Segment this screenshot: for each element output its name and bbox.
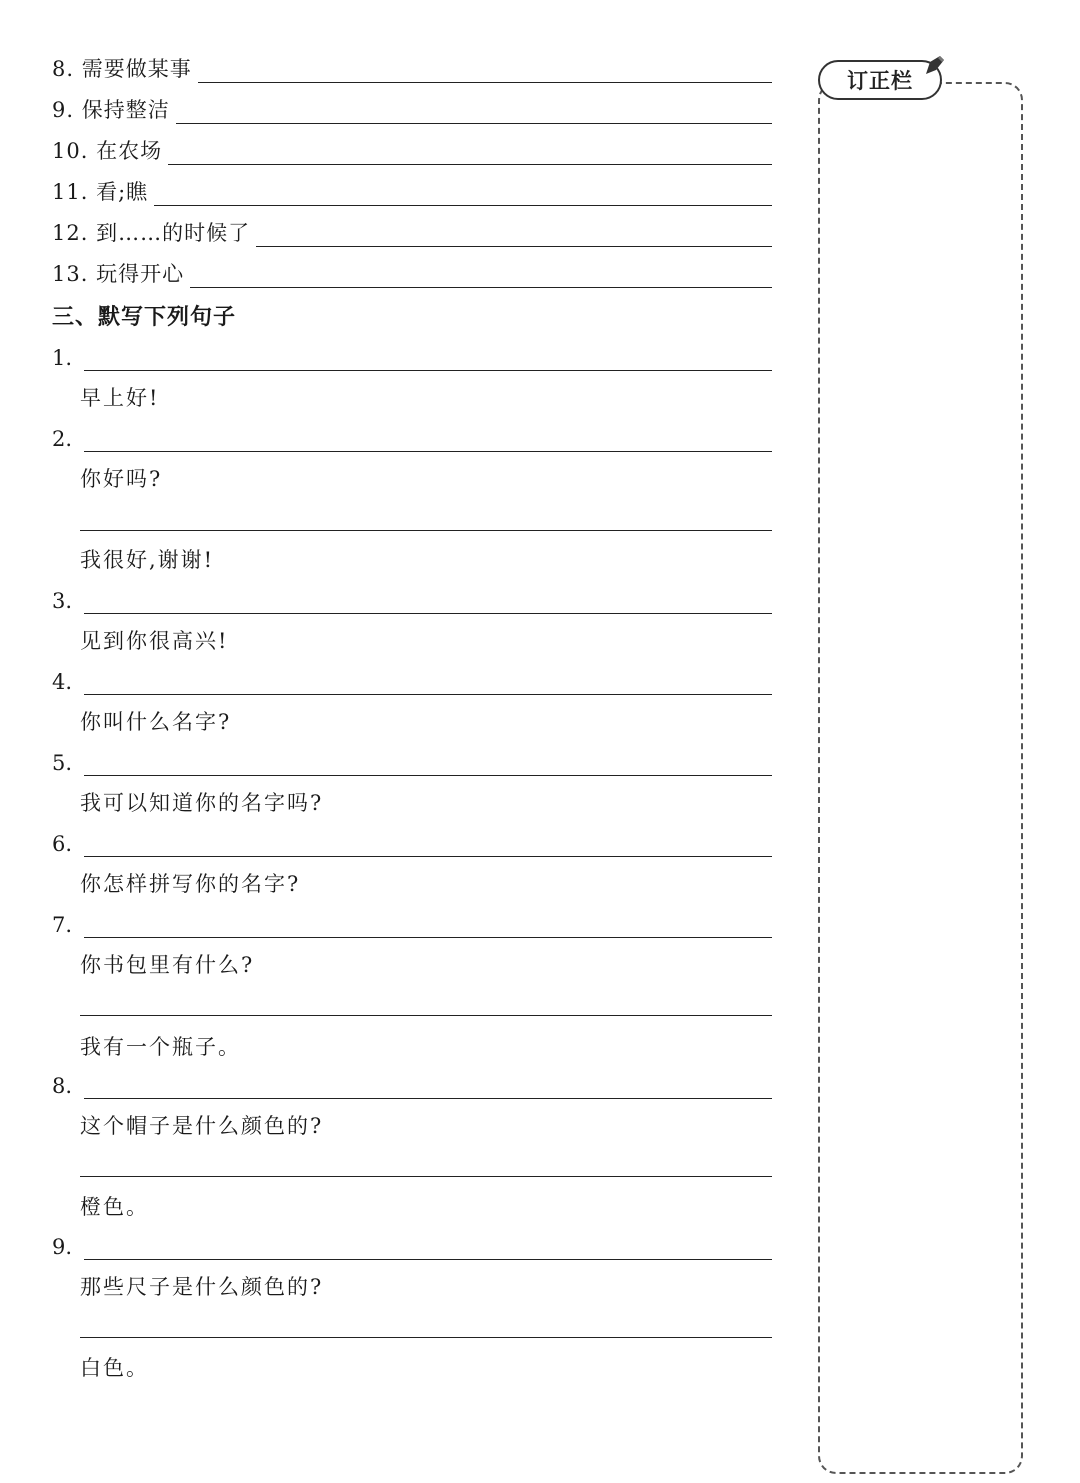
sentence-number: 9. xyxy=(52,1235,73,1259)
answer-line[interactable] xyxy=(84,693,772,695)
vocab-label: 13. 玩得开心 xyxy=(52,262,185,286)
sentence-prompt: 我可以知道你的名字吗? xyxy=(80,791,324,815)
answer-line[interactable] xyxy=(84,450,772,452)
sentence-row xyxy=(52,340,772,374)
vocab-row xyxy=(52,216,772,250)
answer-line[interactable] xyxy=(168,163,772,165)
sentence-prompt: 我有一个瓶子。 xyxy=(80,1035,241,1059)
sentence-prompt: 你叫什么名字? xyxy=(80,710,232,734)
sentence-row xyxy=(52,664,772,698)
vocab-row xyxy=(52,257,772,291)
sentence-number: 2. xyxy=(52,427,73,451)
sentence-prompt: 你怎样拼写你的名字? xyxy=(80,872,301,896)
answer-line[interactable] xyxy=(198,81,772,83)
answer-line[interactable] xyxy=(154,204,772,206)
correction-area[interactable] xyxy=(818,82,1023,1474)
sentence-number: 5. xyxy=(52,751,73,775)
answer-line[interactable] xyxy=(176,122,772,124)
sentence-number: 6. xyxy=(52,832,73,856)
vocab-row xyxy=(52,134,772,168)
sentence-number: 3. xyxy=(52,589,73,613)
sentence-prompt: 橙色。 xyxy=(80,1195,149,1219)
answer-line[interactable] xyxy=(84,1258,772,1260)
answer-line[interactable] xyxy=(84,774,772,776)
answer-line[interactable] xyxy=(84,1097,772,1099)
sentence-row xyxy=(52,826,772,860)
sentence-row xyxy=(52,745,772,779)
answer-line[interactable] xyxy=(190,286,772,288)
sentence-number: 1. xyxy=(52,346,73,370)
answer-line[interactable] xyxy=(84,936,772,938)
answer-line[interactable] xyxy=(84,369,772,371)
sentence-prompt: 这个帽子是什么颜色的? xyxy=(80,1114,324,1138)
vocab-label: 12. 到……的时候了 xyxy=(52,221,251,245)
answer-line[interactable] xyxy=(80,1175,772,1177)
section-title: 三、默写下列句子 xyxy=(52,305,237,330)
sentence-row xyxy=(52,421,772,455)
answer-line[interactable] xyxy=(256,245,772,247)
pencil-icon xyxy=(924,54,946,76)
sentence-prompt: 早上好! xyxy=(80,386,160,410)
sentence-row xyxy=(52,907,772,941)
sentence-row xyxy=(52,1229,772,1263)
sentence-prompt: 见到你很高兴! xyxy=(80,629,229,653)
sentence-row xyxy=(52,1068,772,1102)
vocab-row xyxy=(52,52,772,86)
correction-column-title: 订正栏 xyxy=(818,60,942,100)
sentence-number: 8. xyxy=(52,1074,73,1098)
sentence-number: 4. xyxy=(52,670,73,694)
vocab-label: 11. 看;瞧 xyxy=(52,180,149,204)
answer-line[interactable] xyxy=(84,855,772,857)
sentence-prompt: 你书包里有什么? xyxy=(80,953,255,977)
vocab-row xyxy=(52,93,772,127)
vocab-row xyxy=(52,175,772,209)
sentence-prompt: 你好吗? xyxy=(80,467,163,491)
answer-line[interactable] xyxy=(84,612,772,614)
vocab-label: 10. 在农场 xyxy=(52,139,163,163)
answer-line[interactable] xyxy=(80,1014,772,1016)
sentence-number: 7. xyxy=(52,913,73,937)
sentence-prompt: 白色。 xyxy=(80,1356,149,1380)
sentence-row xyxy=(52,583,772,617)
vocab-label: 9. 保持整洁 xyxy=(52,98,170,122)
sentence-prompt: 那些尺子是什么颜色的? xyxy=(80,1275,324,1299)
answer-line[interactable] xyxy=(80,1336,772,1338)
answer-line[interactable] xyxy=(80,529,772,531)
vocab-label: 8. 需要做某事 xyxy=(52,57,192,81)
sentence-prompt: 我很好,谢谢! xyxy=(80,548,215,572)
